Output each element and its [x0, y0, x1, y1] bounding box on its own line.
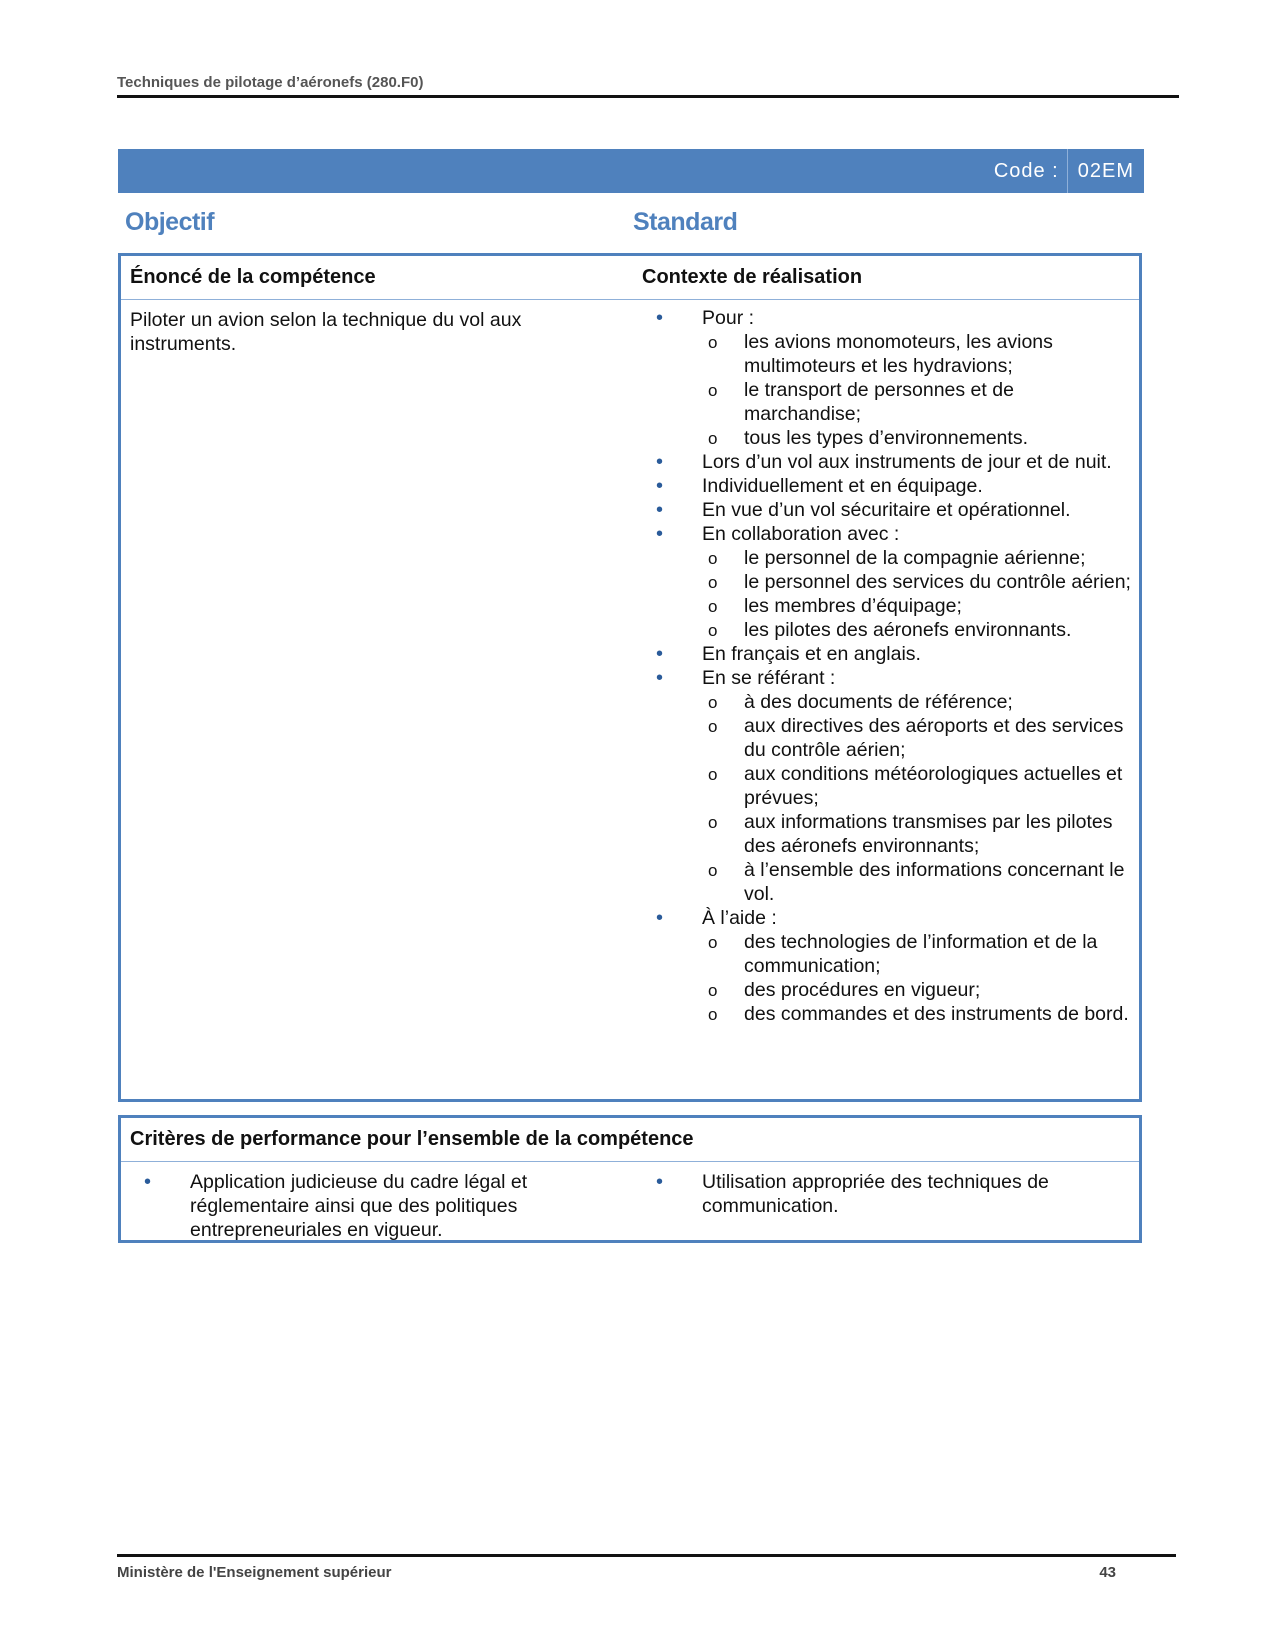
contexte-item [633, 306, 1131, 450]
contexte-subitem: o les membres d’équipage; [702, 594, 1131, 618]
code-bar [118, 149, 1144, 193]
contexte-item [633, 498, 1131, 522]
contexte-subitem: o aux informations transmises par les pilotes des aéronefs environnants; [702, 810, 1131, 858]
competence-table [118, 253, 1142, 1102]
contexte-item [633, 450, 1131, 474]
contexte-subitem: o aux directives des aéroports et des services du contrôle aérien; [702, 714, 1131, 762]
contexte-item-text: En français et en anglais. [702, 643, 921, 665]
contexte-subitem: o à des documents de référence; [702, 690, 1131, 714]
code-label: Code : [993, 159, 1059, 182]
performance-table [118, 1115, 1142, 1243]
contexte-subitem: o des technologies de l’information et de la communication; [702, 930, 1131, 978]
contexte-item [633, 666, 1131, 906]
contexte-sublist [702, 330, 1131, 450]
performance-item: • Application judicieuse du cadre légal et réglementaire ainsi que des politiques entrepreneuriales en vigueur. [121, 1170, 633, 1242]
contexte-subitem: o tous les types d’environnements. [702, 426, 1131, 450]
program-title: Techniques de pilotage d’aéronefs (280.F0) [117, 74, 424, 91]
contexte-subitem: o des commandes et des instruments de bord. [702, 1002, 1131, 1026]
contexte-sublist [702, 930, 1131, 1026]
contexte-item [633, 522, 1131, 642]
standard-heading: Standard [633, 208, 738, 236]
enonce-header: Énoncé de la compétence [130, 266, 376, 288]
performance-header: Critères de performance pour l’ensemble de la compétence [121, 1118, 1139, 1162]
competence-table-body [121, 300, 1139, 1032]
running-header [117, 74, 1179, 98]
contexte-item-text: À l’aide : [702, 907, 777, 929]
objectif-heading: Objectif [125, 208, 215, 236]
contexte-item [633, 642, 1131, 666]
contexte-item-text: En collaboration avec : [702, 523, 900, 545]
contexte-item-text: En vue d’un vol sécuritaire et opérationnel. [702, 499, 1071, 521]
contexte-list [633, 306, 1131, 1026]
competence-table-header [121, 256, 1139, 300]
performance-list-left [121, 1170, 633, 1242]
contexte-item-text: Pour : [702, 307, 755, 329]
contexte-subitem: o des procédures en vigueur; [702, 978, 1131, 1002]
contexte-subitem: o les avions monomoteurs, les avions multimoteurs et les hydravions; [702, 330, 1131, 378]
running-footer [117, 1554, 1176, 1581]
contexte-subitem: o le personnel des services du contrôle aérien; [702, 570, 1131, 594]
contexte-subitem: o le transport de personnes et de marchandise; [702, 378, 1131, 426]
performance-body [121, 1162, 1139, 1246]
contexte-item-text: En se référant : [702, 667, 836, 689]
contexte-subitem: o aux conditions météorologiques actuelles et prévues; [702, 762, 1131, 810]
performance-item: • Utilisation appropriée des techniques de communication. [633, 1170, 1139, 1218]
page-number: 43 [1099, 1564, 1116, 1581]
contexte-subitem: o les pilotes des aéronefs environnants. [702, 618, 1131, 642]
contexte-subitem: o le personnel de la compagnie aérienne; [702, 546, 1131, 570]
contexte-item [633, 474, 1131, 498]
contexte-item-text: Individuellement et en équipage. [702, 475, 983, 497]
enonce-text: Piloter un avion selon la technique du vol aux instruments. [130, 309, 522, 355]
contexte-sublist [702, 546, 1131, 642]
performance-list-right [633, 1170, 1139, 1218]
contexte-item [633, 906, 1131, 1026]
code-value: 02EM [1067, 149, 1144, 193]
contexte-sublist [702, 690, 1131, 906]
contexte-item-text: Lors d’un vol aux instruments de jour et de nuit. [702, 451, 1112, 473]
ministry-name: Ministère de l'Enseignement supérieur [117, 1564, 392, 1581]
contexte-subitem: o à l’ensemble des informations concernant le vol. [702, 858, 1131, 906]
contexte-header: Contexte de réalisation [642, 266, 863, 288]
